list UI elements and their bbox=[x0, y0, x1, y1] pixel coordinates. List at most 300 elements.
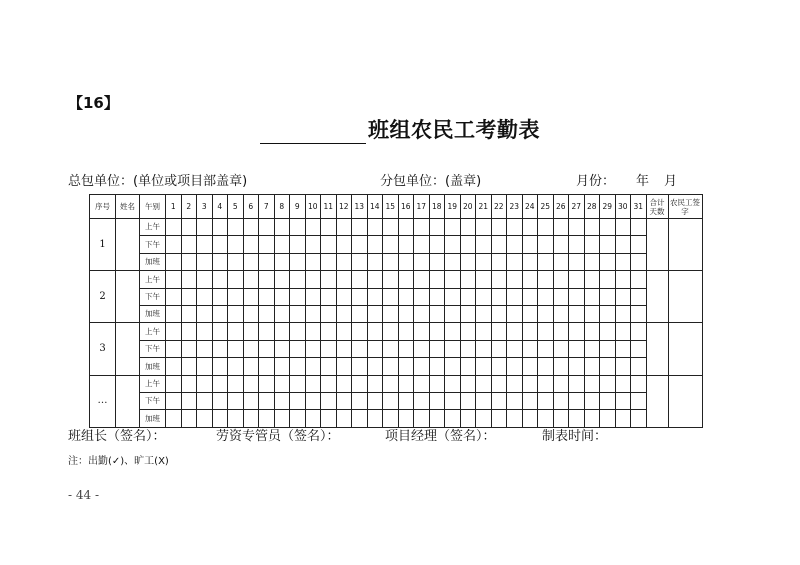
header-day: 15 bbox=[383, 195, 399, 219]
attendance-cell bbox=[538, 219, 554, 236]
attendance-cell bbox=[212, 375, 228, 392]
attendance-cell bbox=[507, 219, 523, 236]
attendance-cell bbox=[569, 271, 585, 288]
attendance-cell bbox=[274, 305, 290, 322]
attendance-cell bbox=[553, 358, 569, 375]
attendance-cell bbox=[259, 392, 275, 409]
worker-name-cell bbox=[116, 219, 140, 271]
attendance-cell bbox=[383, 253, 399, 270]
attendance-cell bbox=[228, 323, 244, 340]
attendance-cell bbox=[522, 236, 538, 253]
attendance-cell bbox=[274, 253, 290, 270]
attendance-cell bbox=[259, 271, 275, 288]
attendance-cell bbox=[212, 340, 228, 357]
attendance-cell bbox=[522, 219, 538, 236]
worker-signature-cell bbox=[668, 323, 702, 375]
attendance-cell bbox=[460, 392, 476, 409]
header-day: 19 bbox=[445, 195, 461, 219]
attendance-cell bbox=[445, 271, 461, 288]
attendance-cell bbox=[197, 219, 213, 236]
attendance-cell bbox=[414, 253, 430, 270]
attendance-cell bbox=[553, 305, 569, 322]
attendance-cell bbox=[212, 323, 228, 340]
attendance-cell bbox=[507, 288, 523, 305]
attendance-cell bbox=[321, 305, 337, 322]
attendance-cell bbox=[181, 358, 197, 375]
attendance-cell bbox=[538, 236, 554, 253]
header-day: 23 bbox=[507, 195, 523, 219]
attendance-cell bbox=[383, 288, 399, 305]
attendance-cell bbox=[336, 340, 352, 357]
header-day: 20 bbox=[460, 195, 476, 219]
attendance-cell bbox=[522, 323, 538, 340]
attendance-cell bbox=[600, 253, 616, 270]
attendance-cell bbox=[290, 253, 306, 270]
attendance-cell bbox=[383, 358, 399, 375]
attendance-cell bbox=[166, 340, 182, 357]
header-day: 9 bbox=[290, 195, 306, 219]
attendance-cell bbox=[491, 271, 507, 288]
attendance-cell bbox=[584, 271, 600, 288]
attendance-cell bbox=[398, 305, 414, 322]
attendance-cell bbox=[367, 271, 383, 288]
attendance-cell bbox=[259, 219, 275, 236]
attendance-cell bbox=[476, 219, 492, 236]
attendance-cell bbox=[507, 323, 523, 340]
attendance-cell bbox=[600, 219, 616, 236]
attendance-cell bbox=[553, 375, 569, 392]
table-row bbox=[90, 392, 703, 409]
table-row bbox=[90, 253, 703, 270]
project-manager-signature-label: 项目经理（签名）： bbox=[385, 429, 496, 444]
attendance-cell bbox=[197, 323, 213, 340]
header-day: 1 bbox=[166, 195, 182, 219]
attendance-cell bbox=[274, 392, 290, 409]
period-label: 下午 bbox=[140, 392, 166, 409]
attendance-cell bbox=[274, 375, 290, 392]
attendance-cell bbox=[228, 236, 244, 253]
attendance-cell bbox=[367, 358, 383, 375]
period-label: 加班 bbox=[140, 410, 166, 427]
month-label: 月份： bbox=[576, 174, 616, 189]
header-seq: 序号 bbox=[90, 195, 116, 219]
attendance-cell bbox=[584, 375, 600, 392]
period-label: 加班 bbox=[140, 253, 166, 270]
attendance-cell bbox=[569, 323, 585, 340]
attendance-cell bbox=[321, 392, 337, 409]
attendance-cell bbox=[259, 340, 275, 357]
attendance-cell bbox=[228, 340, 244, 357]
attendance-cell bbox=[212, 253, 228, 270]
table-row bbox=[90, 305, 703, 322]
attendance-cell bbox=[305, 305, 321, 322]
attendance-cell bbox=[336, 392, 352, 409]
attendance-cell bbox=[321, 288, 337, 305]
attendance-cell bbox=[321, 358, 337, 375]
period-label: 加班 bbox=[140, 305, 166, 322]
attendance-cell bbox=[197, 375, 213, 392]
attendance-cell bbox=[538, 375, 554, 392]
attendance-cell bbox=[228, 288, 244, 305]
attendance-cell bbox=[507, 305, 523, 322]
attendance-cell bbox=[228, 253, 244, 270]
attendance-cell bbox=[228, 271, 244, 288]
attendance-cell bbox=[197, 410, 213, 427]
attendance-cell bbox=[491, 305, 507, 322]
attendance-cell bbox=[553, 219, 569, 236]
attendance-cell bbox=[197, 358, 213, 375]
attendance-cell bbox=[615, 392, 631, 409]
attendance-cell bbox=[321, 271, 337, 288]
header-day: 12 bbox=[336, 195, 352, 219]
attendance-cell bbox=[398, 340, 414, 357]
attendance-cell bbox=[600, 358, 616, 375]
attendance-cell bbox=[615, 271, 631, 288]
attendance-cell bbox=[429, 340, 445, 357]
attendance-cell bbox=[181, 271, 197, 288]
attendance-cell bbox=[336, 219, 352, 236]
header-day: 22 bbox=[491, 195, 507, 219]
attendance-cell bbox=[476, 323, 492, 340]
main-contractor-field: 总包单位：(单位或项目部盖章) bbox=[68, 174, 248, 189]
attendance-cell bbox=[631, 288, 647, 305]
attendance-cell bbox=[305, 253, 321, 270]
attendance-cell bbox=[538, 323, 554, 340]
attendance-cell bbox=[507, 253, 523, 270]
attendance-cell bbox=[429, 219, 445, 236]
attendance-cell bbox=[243, 305, 259, 322]
header-day: 5 bbox=[228, 195, 244, 219]
attendance-cell bbox=[538, 358, 554, 375]
attendance-cell bbox=[321, 323, 337, 340]
attendance-cell bbox=[336, 236, 352, 253]
attendance-cell bbox=[181, 288, 197, 305]
attendance-cell bbox=[460, 305, 476, 322]
attendance-cell bbox=[429, 288, 445, 305]
attendance-cell bbox=[553, 271, 569, 288]
attendance-cell bbox=[445, 358, 461, 375]
attendance-cell bbox=[197, 392, 213, 409]
worker-name-cell bbox=[116, 271, 140, 323]
attendance-cell bbox=[181, 219, 197, 236]
attendance-cell bbox=[243, 375, 259, 392]
attendance-cell bbox=[321, 340, 337, 357]
worker-name-cell bbox=[116, 375, 140, 427]
attendance-cell bbox=[259, 305, 275, 322]
attendance-cell bbox=[321, 236, 337, 253]
attendance-cell bbox=[553, 288, 569, 305]
attendance-cell bbox=[600, 271, 616, 288]
attendance-cell bbox=[212, 358, 228, 375]
attendance-cell bbox=[181, 323, 197, 340]
attendance-cell bbox=[507, 358, 523, 375]
attendance-cell bbox=[460, 253, 476, 270]
attendance-cell bbox=[569, 375, 585, 392]
attendance-cell bbox=[522, 305, 538, 322]
attendance-cell bbox=[476, 375, 492, 392]
attendance-cell bbox=[398, 323, 414, 340]
attendance-cell bbox=[197, 305, 213, 322]
attendance-cell bbox=[584, 340, 600, 357]
attendance-cell bbox=[181, 392, 197, 409]
attendance-cell bbox=[398, 288, 414, 305]
header-day: 16 bbox=[398, 195, 414, 219]
period-label: 上午 bbox=[140, 323, 166, 340]
table-row bbox=[90, 340, 703, 357]
header-day: 10 bbox=[305, 195, 321, 219]
attendance-cell bbox=[352, 340, 368, 357]
attendance-cell bbox=[290, 323, 306, 340]
page-title: 班组农民工考勤表 bbox=[368, 117, 540, 142]
worker-name-cell bbox=[116, 323, 140, 375]
attendance-cell bbox=[383, 219, 399, 236]
attendance-cell bbox=[569, 392, 585, 409]
attendance-cell bbox=[197, 271, 213, 288]
header-day: 11 bbox=[321, 195, 337, 219]
row-seq-number: … bbox=[90, 375, 116, 427]
attendance-cell bbox=[631, 253, 647, 270]
attendance-cell bbox=[243, 323, 259, 340]
attendance-cell bbox=[336, 358, 352, 375]
attendance-cell bbox=[584, 358, 600, 375]
attendance-cell bbox=[491, 340, 507, 357]
attendance-cell bbox=[584, 305, 600, 322]
attendance-cell bbox=[615, 305, 631, 322]
attendance-cell bbox=[553, 392, 569, 409]
attendance-cell bbox=[305, 236, 321, 253]
table-header-row bbox=[90, 195, 703, 219]
attendance-cell bbox=[615, 323, 631, 340]
attendance-cell bbox=[321, 219, 337, 236]
attendance-cell bbox=[181, 410, 197, 427]
subcontractor-field: 分包单位：(盖章) bbox=[380, 174, 482, 189]
header-day: 2 bbox=[181, 195, 197, 219]
period-label: 上午 bbox=[140, 271, 166, 288]
attendance-cell bbox=[429, 236, 445, 253]
attendance-cell bbox=[507, 340, 523, 357]
attendance-cell bbox=[491, 392, 507, 409]
header-day: 18 bbox=[429, 195, 445, 219]
attendance-cell bbox=[429, 358, 445, 375]
attendance-cell bbox=[383, 340, 399, 357]
header-period: 午别 bbox=[140, 195, 166, 219]
attendance-cell bbox=[584, 288, 600, 305]
attendance-cell bbox=[445, 323, 461, 340]
attendance-cell bbox=[445, 375, 461, 392]
header-day: 25 bbox=[538, 195, 554, 219]
attendance-cell bbox=[383, 236, 399, 253]
period-label: 加班 bbox=[140, 358, 166, 375]
attendance-cell bbox=[445, 253, 461, 270]
header-day: 8 bbox=[274, 195, 290, 219]
attendance-cell bbox=[460, 340, 476, 357]
attendance-cell bbox=[615, 253, 631, 270]
attendance-cell bbox=[352, 323, 368, 340]
header-day: 13 bbox=[352, 195, 368, 219]
attendance-cell bbox=[631, 358, 647, 375]
attendance-cell bbox=[274, 288, 290, 305]
header-day: 24 bbox=[522, 195, 538, 219]
attendance-cell bbox=[336, 375, 352, 392]
attendance-cell bbox=[569, 358, 585, 375]
attendance-cell bbox=[305, 219, 321, 236]
attendance-cell bbox=[212, 305, 228, 322]
table-row bbox=[90, 288, 703, 305]
attendance-cell bbox=[569, 340, 585, 357]
header-day: 27 bbox=[569, 195, 585, 219]
attendance-cell bbox=[398, 392, 414, 409]
attendance-cell bbox=[181, 253, 197, 270]
attendance-cell bbox=[414, 340, 430, 357]
attendance-cell bbox=[321, 375, 337, 392]
attendance-note: 注：出勤(✓)、旷工(X) bbox=[68, 456, 169, 467]
header-total-days: 合计天数 bbox=[646, 195, 668, 219]
table-row bbox=[90, 323, 703, 340]
attendance-cell bbox=[259, 288, 275, 305]
attendance-cell bbox=[166, 288, 182, 305]
attendance-cell bbox=[367, 219, 383, 236]
attendance-cell bbox=[274, 340, 290, 357]
period-label: 上午 bbox=[140, 375, 166, 392]
attendance-cell bbox=[352, 375, 368, 392]
attendance-cell bbox=[538, 305, 554, 322]
attendance-cell bbox=[507, 236, 523, 253]
attendance-cell bbox=[631, 271, 647, 288]
attendance-cell bbox=[522, 271, 538, 288]
attendance-cell bbox=[631, 323, 647, 340]
row-seq-number: 1 bbox=[90, 219, 116, 271]
attendance-cell bbox=[615, 358, 631, 375]
attendance-cell bbox=[166, 305, 182, 322]
attendance-cell bbox=[336, 288, 352, 305]
period-label: 上午 bbox=[140, 219, 166, 236]
attendance-cell bbox=[631, 375, 647, 392]
header-day: 7 bbox=[259, 195, 275, 219]
attendance-cell bbox=[352, 236, 368, 253]
attendance-cell bbox=[274, 236, 290, 253]
attendance-cell bbox=[631, 340, 647, 357]
attendance-cell bbox=[212, 392, 228, 409]
header-day: 14 bbox=[367, 195, 383, 219]
period-label: 下午 bbox=[140, 288, 166, 305]
attendance-cell bbox=[398, 375, 414, 392]
attendance-cell bbox=[352, 358, 368, 375]
attendance-cell bbox=[398, 236, 414, 253]
attendance-cell bbox=[445, 305, 461, 322]
attendance-cell bbox=[460, 358, 476, 375]
attendance-cell bbox=[522, 288, 538, 305]
attendance-cell bbox=[367, 305, 383, 322]
attendance-cell bbox=[600, 375, 616, 392]
attendance-cell bbox=[569, 288, 585, 305]
header-day: 28 bbox=[584, 195, 600, 219]
attendance-cell bbox=[522, 358, 538, 375]
attendance-cell bbox=[476, 340, 492, 357]
attendance-cell bbox=[460, 271, 476, 288]
attendance-cell bbox=[460, 323, 476, 340]
attendance-cell bbox=[491, 253, 507, 270]
total-days-cell bbox=[646, 271, 668, 323]
attendance-cell bbox=[243, 358, 259, 375]
attendance-cell bbox=[212, 271, 228, 288]
attendance-cell bbox=[584, 323, 600, 340]
attendance-cell bbox=[600, 288, 616, 305]
attendance-cell bbox=[414, 392, 430, 409]
attendance-cell bbox=[445, 219, 461, 236]
period-label: 下午 bbox=[140, 340, 166, 357]
attendance-cell bbox=[367, 392, 383, 409]
header-day: 17 bbox=[414, 195, 430, 219]
attendance-cell bbox=[476, 271, 492, 288]
table-row bbox=[90, 271, 703, 288]
attendance-cell bbox=[476, 358, 492, 375]
attendance-cell bbox=[445, 288, 461, 305]
attendance-cell bbox=[243, 271, 259, 288]
page-number: - 44 - bbox=[68, 488, 100, 502]
attendance-cell bbox=[538, 253, 554, 270]
attendance-cell bbox=[352, 288, 368, 305]
attendance-cell bbox=[631, 219, 647, 236]
attendance-cell bbox=[228, 219, 244, 236]
attendance-cell bbox=[491, 236, 507, 253]
attendance-cell bbox=[290, 358, 306, 375]
attendance-cell bbox=[569, 219, 585, 236]
attendance-cell bbox=[166, 358, 182, 375]
header-day: 21 bbox=[476, 195, 492, 219]
attendance-cell bbox=[383, 392, 399, 409]
attendance-cell bbox=[414, 323, 430, 340]
worker-signature-cell bbox=[668, 375, 702, 427]
attendance-cell bbox=[290, 340, 306, 357]
attendance-cell bbox=[522, 375, 538, 392]
attendance-cell bbox=[243, 219, 259, 236]
attendance-cell bbox=[507, 392, 523, 409]
attendance-cell bbox=[569, 253, 585, 270]
attendance-cell bbox=[243, 288, 259, 305]
attendance-cell bbox=[367, 410, 383, 427]
attendance-cell bbox=[429, 375, 445, 392]
attendance-cell bbox=[305, 375, 321, 392]
attendance-cell bbox=[615, 340, 631, 357]
attendance-cell bbox=[476, 288, 492, 305]
attendance-cell bbox=[228, 392, 244, 409]
attendance-cell bbox=[352, 410, 368, 427]
attendance-cell bbox=[166, 271, 182, 288]
attendance-cell bbox=[367, 340, 383, 357]
attendance-cell bbox=[212, 219, 228, 236]
attendance-cell bbox=[181, 340, 197, 357]
worker-signature-cell bbox=[668, 271, 702, 323]
attendance-cell bbox=[228, 305, 244, 322]
attendance-cell bbox=[166, 410, 182, 427]
attendance-cell bbox=[383, 305, 399, 322]
attendance-cell bbox=[166, 219, 182, 236]
total-days-cell bbox=[646, 219, 668, 271]
attendance-cell bbox=[491, 219, 507, 236]
worker-signature-cell bbox=[668, 219, 702, 271]
month-unit: 月 bbox=[664, 174, 678, 189]
header-day: 3 bbox=[197, 195, 213, 219]
attendance-cell bbox=[181, 375, 197, 392]
attendance-cell bbox=[600, 236, 616, 253]
attendance-cell bbox=[166, 253, 182, 270]
attendance-cell bbox=[352, 271, 368, 288]
row-seq-number: 2 bbox=[90, 271, 116, 323]
period-label: 下午 bbox=[140, 236, 166, 253]
attendance-cell bbox=[522, 253, 538, 270]
attendance-cell bbox=[538, 392, 554, 409]
attendance-cell bbox=[460, 236, 476, 253]
